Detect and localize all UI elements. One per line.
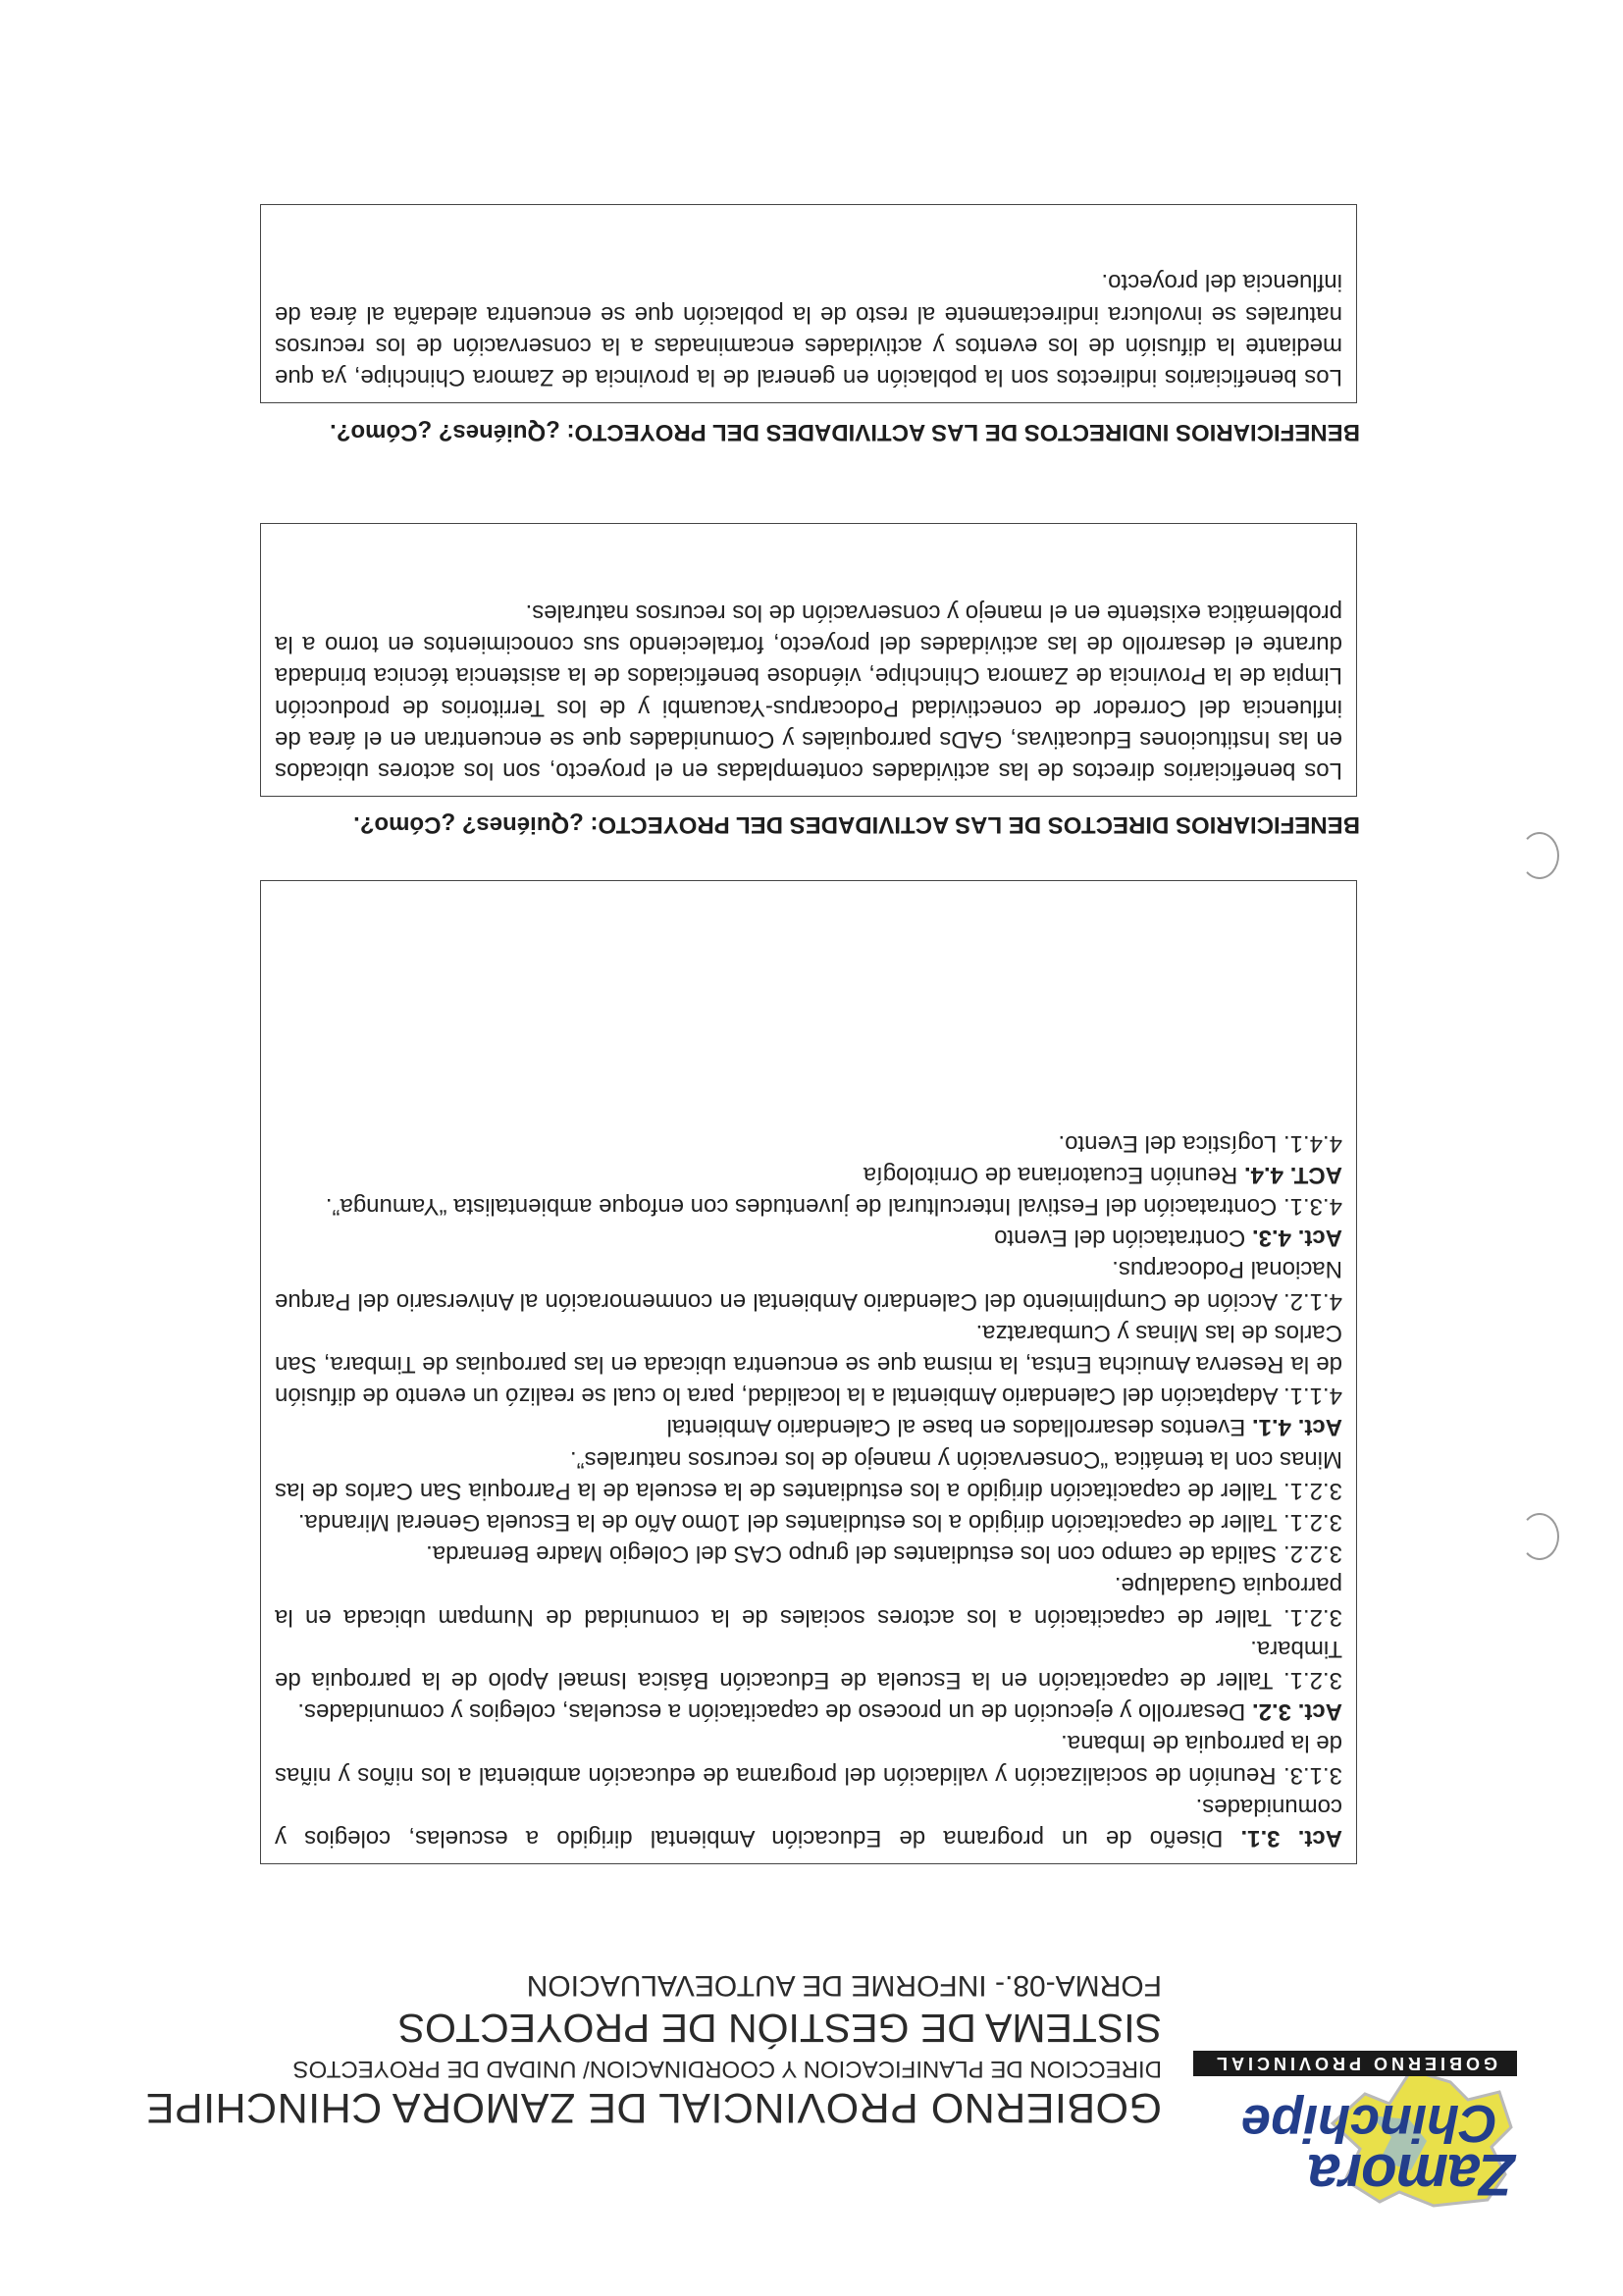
activity-item	[275, 1791, 1342, 1853]
activity-item	[275, 1569, 1342, 1632]
activity-item	[275, 1126, 1342, 1158]
activity-text: 4.4.1. Logística del Evento.	[1058, 1129, 1342, 1157]
activity-code: Act. 3.1.	[1240, 1825, 1342, 1852]
activity-text: 3.2.1. Taller de capacitación en la Escuela de Educación Básica Ismael Apolo de la parroquia de Timbara.	[275, 1635, 1342, 1694]
indirect-beneficiaries-text: Los beneficiarios indirectos son la población en general de la provincia de Zamora Chinchipe, ya que mediante la difusión de los eventos y actividades encaminadas a la conservación de los recursos naturales se involucra indirectamente al resto de la población que se encuentra aledaña al área de influencia del proyecto.	[275, 269, 1342, 391]
activity-item	[275, 1538, 1342, 1569]
activities-box	[260, 880, 1357, 1864]
document-header	[0, 1969, 1623, 2296]
activity-item	[275, 1442, 1342, 1505]
activity-text: 4.1.1. Adaptación del Calendario Ambiental a la localidad, para lo cual se realizó un evento de difusión de la Reserva Amuicha Entsa, la misma que se encuentra ubicada en las parroquias de Timbara, San Carlos de las Minas y Cumbaratza.	[275, 1319, 1342, 1410]
activity-text: Diseño de un programa de Educación Ambiental dirigido a escuelas, colegios y comunidades.	[275, 1793, 1342, 1852]
activity-code: Act. 3.2.	[1251, 1698, 1342, 1726]
punch-hole-icon	[1520, 832, 1559, 879]
zamora-chinchipe-logo	[1181, 2019, 1535, 2216]
activity-item	[275, 1411, 1342, 1442]
activity-code: Act. 4.1.	[1251, 1414, 1342, 1441]
logo-brand-text: Zamora Chinchipe	[1240, 2094, 1515, 2208]
activity-item	[275, 1506, 1342, 1538]
direct-beneficiaries-heading: BENEFICIARIOS DIRECTOS DE LAS ACTIVIDADES DEL PROYECTO: ¿Quiénes? ¿Cómo?.	[353, 811, 1360, 838]
activity-item	[275, 1696, 1342, 1727]
activity-item	[275, 1253, 1342, 1316]
logo-bar-text: GOBIERNO PROVINCIAL	[1193, 2051, 1517, 2076]
activity-text: Contratación del Evento	[994, 1225, 1252, 1252]
activity-text: 4.3.1. Contratación del Festival Intercultural de juventudes con enfoque ambientalista “Yamunga”.	[325, 1192, 1342, 1220]
activity-text: 3.2.2. Salida de campo con los estudiantes del grupo CAS del Colegio Madre Bernarda.	[426, 1540, 1342, 1568]
activity-item	[275, 1727, 1342, 1790]
indirect-beneficiaries-heading: BENEFICIARIOS INDIRECTOS DE LAS ACTIVIDADES DEL PROYECTO: ¿Quiénes? ¿Cómo?.	[330, 419, 1360, 445]
direct-beneficiaries-text: Los beneficiarios directos de las actividades contempladas en el proyecto, son los actores ubicados en las Instituciones Educativas, GADs parroquiales y Comunidades que se encuentran en el área de influencia del Corredor de conectividad Podocarpus-Yacuambi y de los Territorios de producción Limpia de la Provincia de Zamora Chinchipe, viéndose beneficiados de la asistencia técnica brindada durante el desarrollo de las actividades del proyecto, fortaleciendo sus conocimientos en torno a la problemática existente en el manejo y conservación de los recursos naturales.	[275, 599, 1342, 784]
activity-text: 3.2.1. Taller de capacitación a los actores sociales de la comunidad de Numpam ubicada en la parroquia Guadalupe.	[275, 1572, 1342, 1631]
system-title: SISTEMA DE GESTIÓN DE PROYECTOS	[397, 2006, 1162, 2051]
activity-text: 3.2.1. Taller de capacitación dirigido a los estudiantes del 10mo Año de la Escuela General Miranda.	[297, 1508, 1342, 1536]
department-name: DIRECCION DE PLANIFICACION Y COORDINACION/ UNIDAD DE PROYECTOS	[292, 2056, 1162, 2082]
form-title: FORMA-08.- INFORME DE AUTOEVALUACION	[526, 1969, 1162, 2002]
activity-text: Eventos desarrollados en base al Calendario Ambiental	[666, 1414, 1252, 1441]
activity-item	[275, 1222, 1342, 1253]
direct-beneficiaries-box	[260, 523, 1357, 797]
activity-code: Act. 4.3.	[1251, 1225, 1342, 1252]
indirect-beneficiaries-box	[260, 204, 1357, 403]
activity-item	[275, 1159, 1342, 1190]
activity-text: 3.2.1. Taller de capacitación dirigido a los estudiantes de la escuela de la Parroquia San Carlos de las Minas con la temática “Conservación y manejo de los recursos naturales”.	[275, 1445, 1342, 1504]
activity-code: ACT. 4.4.	[1243, 1161, 1342, 1188]
activity-item	[275, 1190, 1342, 1222]
activity-text: Reunión Ecuatoriana de Ornitología	[863, 1161, 1244, 1188]
activity-item	[275, 1633, 1342, 1696]
organization-name: GOBIERNO PROVINCIAL DE ZAMORA CHINCHIPE	[145, 2084, 1162, 2131]
activity-item	[275, 1317, 1342, 1412]
activity-text: Desarrollo y ejecución de un proceso de capacitación a escuelas, colegios y comunidades.	[297, 1698, 1252, 1726]
activity-text: 4.1.2. Acción de Cumplimiento del Calendario Ambiental en conmemoración al Aniversario del Parque Nacional Podocarpus.	[275, 1256, 1342, 1315]
activity-text: 3.1.3. Reunión de socialización y validación del programa de educación ambiental a los niños y niñas de la parroquia de Imbana.	[275, 1730, 1342, 1789]
punch-hole-icon	[1520, 1513, 1559, 1560]
